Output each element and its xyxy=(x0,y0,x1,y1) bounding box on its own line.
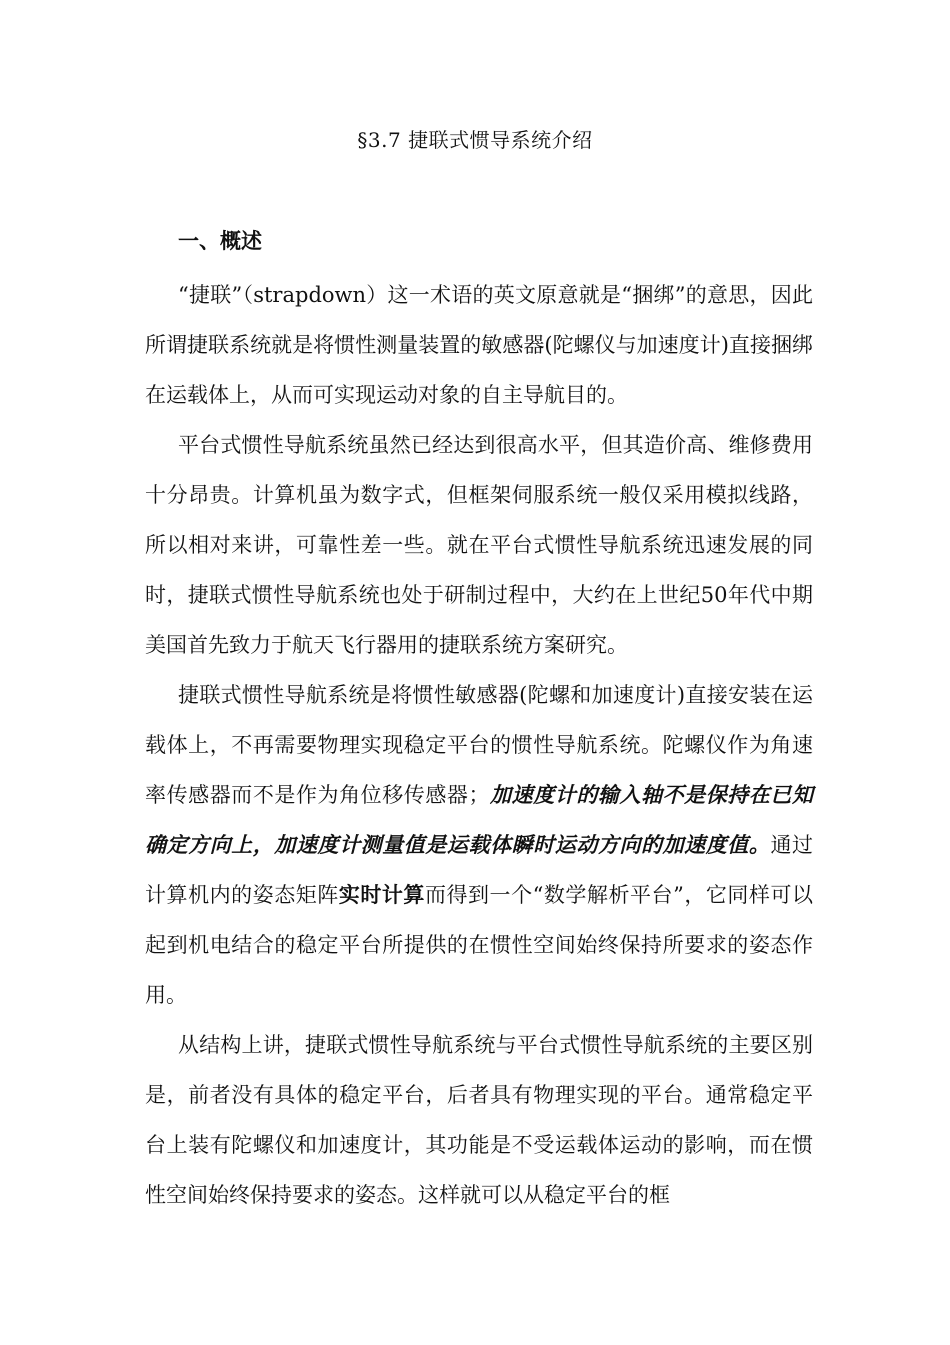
paragraph-strapdown-system xyxy=(145,670,813,1020)
paragraph-text-segment: 通过计算机内的姿态矩阵 xyxy=(145,833,814,907)
paragraph-strapdown-definition: “捷联”（strapdown）这一术语的英文原意就是“捆绑”的意思，因此所谓捷联系统就是将惯性测量装置的敏感器(陀螺仪与加速度计)直接捆绑在运载体上，从而可实现运动对象的自主导航目的。 xyxy=(145,283,813,407)
body-text xyxy=(145,270,813,1220)
section-heading: 一、概述 xyxy=(178,229,262,253)
paragraph-text-segment: 捷联式惯性导航系统是将惯性敏感器(陀螺和加速度计)直接安装在运载体上，不再需要物理实现稳定平台的惯性导航系统。陀螺仪作为角速率传感器而不是作为角位移传感器； xyxy=(145,683,813,807)
paragraph-platform-system: 平台式惯性导航系统虽然已经达到很高水平，但其造价高、维修费用十分昂贵。计算机虽为数字式，但框架伺服系统一般仅采用模拟线路，所以相对来讲，可靠性差一些。就在平台式惯性导航系统迅速发展的同时，捷联式惯性导航系统也处于研制过程中，大约在上世纪50年代中期美国首先致力于航天飞行器用的捷联系统方案研究。 xyxy=(145,433,813,657)
bold-text: 实时计算 xyxy=(338,882,425,907)
emphasized-text: 加速度计的输入轴不是保持在已知确定方向上，加速度计测量值是运载体瞬时运动方向的加速度值。 xyxy=(145,782,813,857)
paragraph-text-segment: 而得到一个“数学解析平台”，它同样可以起到机电结合的稳定平台所提供的在惯性空间始终保持所要求的姿态作用。 xyxy=(145,883,813,1007)
paragraph-structure-difference: 从结构上讲，捷联式惯性导航系统与平台式惯性导航系统的主要区别是，前者没有具体的稳定平台，后者具有物理实现的平台。通常稳定平台上装有陀螺仪和加速度计，其功能是不受运载体运动的影响，而在惯性空间始终保持要求的姿态。这样就可以从稳定平台的框 xyxy=(145,1033,813,1207)
document-title: §3.7 捷联式惯导系统介绍 xyxy=(357,128,593,152)
